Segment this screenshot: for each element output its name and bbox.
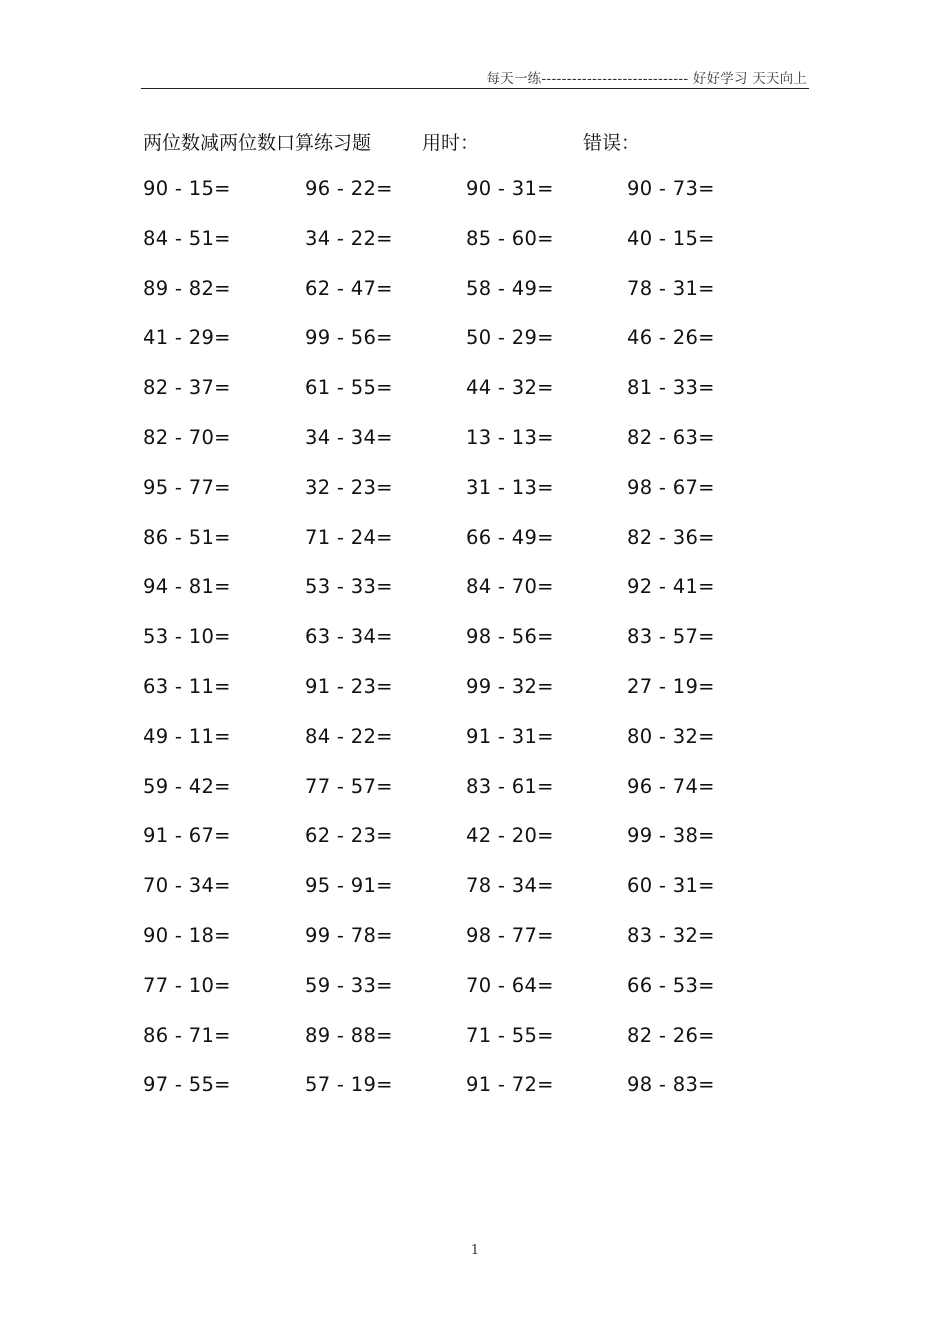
problem-item: 71 - 55= [466,1023,554,1047]
problem-item: 99 - 78= [305,924,393,947]
problem-item: 34 - 22= [305,226,393,250]
problem-item: 78 - 31= [627,276,715,300]
problem-item: 78 - 34= [466,874,554,898]
problem-item: 98 - 67= [627,475,715,499]
problem-item: 84 - 22= [305,724,393,748]
problem-item: 89 - 88= [305,1023,393,1047]
problem-item: 81 - 33= [627,376,715,400]
title-row [0,128,950,158]
problem-item: 70 - 64= [466,973,554,997]
page-number: 1 [470,1243,480,1258]
problem-item: 59 - 33= [305,973,393,997]
problem-item: 82 - 70= [143,426,231,449]
problem-item: 32 - 23= [305,475,393,499]
problem-item: 91 - 23= [305,675,393,698]
problem-item: 90 - 18= [143,924,231,947]
problem-item: 86 - 71= [143,1023,231,1047]
problem-item: 91 - 31= [466,724,554,748]
problem-item: 46 - 26= [627,326,715,350]
problem-item: 97 - 55= [143,1073,231,1097]
problem-item: 94 - 81= [143,575,231,599]
header-text: 每天一练----------------------------- 好好学习 天天向上 [486,71,807,87]
problem-item: 86 - 51= [143,525,231,549]
problem-item: 34 - 34= [305,426,393,449]
problem-item: 90 - 73= [627,177,715,200]
problem-item: 90 - 15= [143,177,231,200]
problem-item: 13 - 13= [466,426,554,449]
problem-item: 83 - 61= [466,774,554,798]
worksheet-title: 两位数减两位数口算练习题 [143,132,372,154]
problem-item: 57 - 19= [305,1073,393,1097]
problem-item: 62 - 23= [305,824,393,848]
problem-item: 82 - 36= [627,525,715,549]
problem-item: 66 - 49= [466,525,554,549]
problem-item: 50 - 29= [466,326,554,350]
problem-item: 82 - 63= [627,426,715,449]
problem-item: 91 - 67= [143,824,231,848]
problem-item: 83 - 57= [627,625,715,649]
time-used-label: 用时： [422,132,480,154]
problem-item: 27 - 19= [627,675,715,698]
problem-item: 80 - 32= [627,724,715,748]
problem-item: 70 - 34= [143,874,231,898]
problem-item: 84 - 51= [143,226,231,250]
problem-item: 44 - 32= [466,376,554,400]
problem-item: 53 - 10= [143,625,231,649]
problem-item: 99 - 38= [627,824,715,848]
problem-item: 91 - 72= [466,1073,554,1097]
problem-item: 49 - 11= [143,724,231,748]
problem-item: 84 - 70= [466,575,554,599]
problem-item: 98 - 77= [466,924,554,947]
problem-item: 62 - 47= [305,276,393,300]
problem-item: 59 - 42= [143,774,231,798]
problem-item: 82 - 26= [627,1023,715,1047]
errors-label: 错误： [583,132,641,154]
problem-item: 89 - 82= [143,276,231,300]
problem-item: 31 - 13= [466,475,554,499]
problem-item: 41 - 29= [143,326,231,350]
problem-item: 53 - 33= [305,575,393,599]
problem-item: 95 - 77= [143,475,231,499]
problem-item: 99 - 56= [305,326,393,350]
problem-item: 58 - 49= [466,276,554,300]
problem-item: 95 - 91= [305,874,393,898]
problem-item: 71 - 24= [305,525,393,549]
problem-item: 66 - 53= [627,973,715,997]
problem-item: 61 - 55= [305,376,393,400]
problem-item: 90 - 31= [466,177,554,200]
problem-item: 77 - 10= [143,973,231,997]
problem-item: 42 - 20= [466,824,554,848]
problem-item: 63 - 34= [305,625,393,649]
problem-item: 98 - 83= [627,1073,715,1097]
problem-item: 96 - 74= [627,774,715,798]
problem-item: 98 - 56= [466,625,554,649]
problem-item: 99 - 32= [466,675,554,698]
problem-item: 83 - 32= [627,924,715,947]
problem-item: 82 - 37= [143,376,231,400]
problem-item: 92 - 41= [627,575,715,599]
problem-item: 60 - 31= [627,874,715,898]
problem-item: 85 - 60= [466,226,554,250]
page-header [141,64,809,89]
problem-item: 40 - 15= [627,226,715,250]
problem-item: 96 - 22= [305,177,393,200]
problem-item: 63 - 11= [143,675,231,698]
problem-item: 77 - 57= [305,774,393,798]
